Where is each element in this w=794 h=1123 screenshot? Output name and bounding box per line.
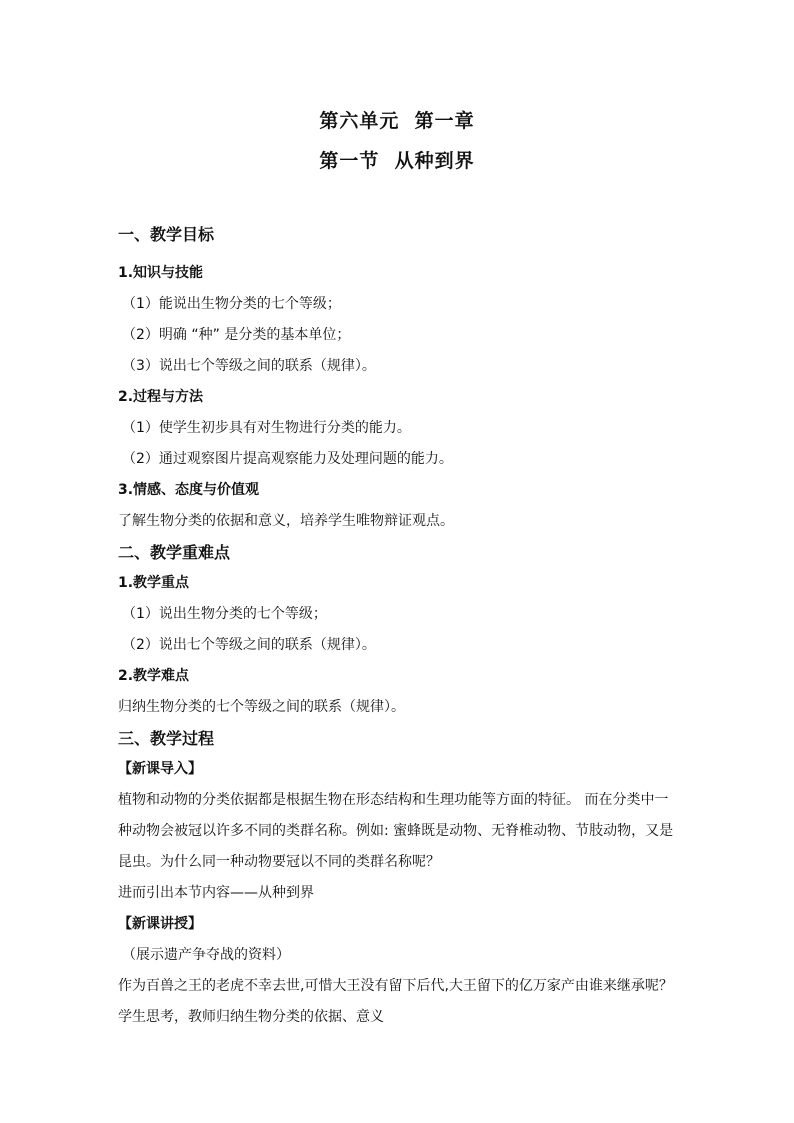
paragraph: 了解生物分类的依据和意义，培养学生唯物辩证观点。 [118, 513, 454, 529]
paragraph-line: 学生思考，教师归纳生物分类的依据、意义 [118, 1009, 384, 1025]
list-item: （2）通过观察图片提高观察能力及处理问题的能力。 [122, 451, 453, 467]
paragraph-line: （展示遗产争夺战的资料） [122, 947, 290, 963]
list-item: （1）说出生物分类的七个等级； [122, 606, 327, 622]
subheading-attitude: 3.情感、态度与价值观 [118, 482, 260, 498]
list-item: （2）明确 “种” 是分类的基本单位； [122, 327, 351, 343]
heading-teaching-goals: 一、教学目标 [118, 225, 215, 244]
paragraph-line: 作为百兽之王的老虎不幸去世,可惜大王没有留下后代,大王留下的亿万家产由谁来继承呢？ [118, 978, 673, 994]
list-item: （1）能说出生物分类的七个等级； [122, 296, 341, 312]
list-item: （3）说出七个等级之间的联系（规律）。 [122, 358, 376, 374]
heading-key-points: 二、教学重难点 [118, 543, 231, 562]
paragraph-line: 植物和动物的分类依据都是根据生物在形态结构和生理功能等方面的特征。 而在分类中一 [118, 792, 669, 808]
paragraph-line: 昆虫。为什么同一种动物要冠以不同的类群名称呢？ [118, 854, 440, 870]
subheading-key: 1.教学重点 [118, 575, 190, 591]
paragraph-line: 种动物会被冠以许多不同的类群名称。例如: 蜜蜂既是动物、无脊椎动物、节肢动物，又是 [118, 823, 674, 839]
label-new-lesson-teaching: 【新课讲授】 [118, 916, 202, 932]
paragraph-line: 进而引出本节内容——从种到界 [118, 885, 314, 901]
section-title: 第一节 从种到界 [319, 150, 475, 172]
unit-title: 第六单元 第一章 [319, 110, 475, 132]
heading-teaching-process: 三、教学过程 [118, 729, 215, 748]
label-new-lesson-intro: 【新课导入】 [118, 761, 202, 777]
subheading-difficult: 2.教学难点 [118, 668, 190, 684]
list-item: （2）说出七个等级之间的联系（规律）。 [122, 637, 376, 653]
subheading-process: 2.过程与方法 [118, 389, 204, 405]
subheading-knowledge: 1.知识与技能 [118, 265, 204, 281]
paragraph: 归纳生物分类的七个等级之间的联系（规律）。 [118, 699, 405, 715]
list-item: （1）使学生初步具有对生物进行分类的能力。 [122, 420, 411, 436]
